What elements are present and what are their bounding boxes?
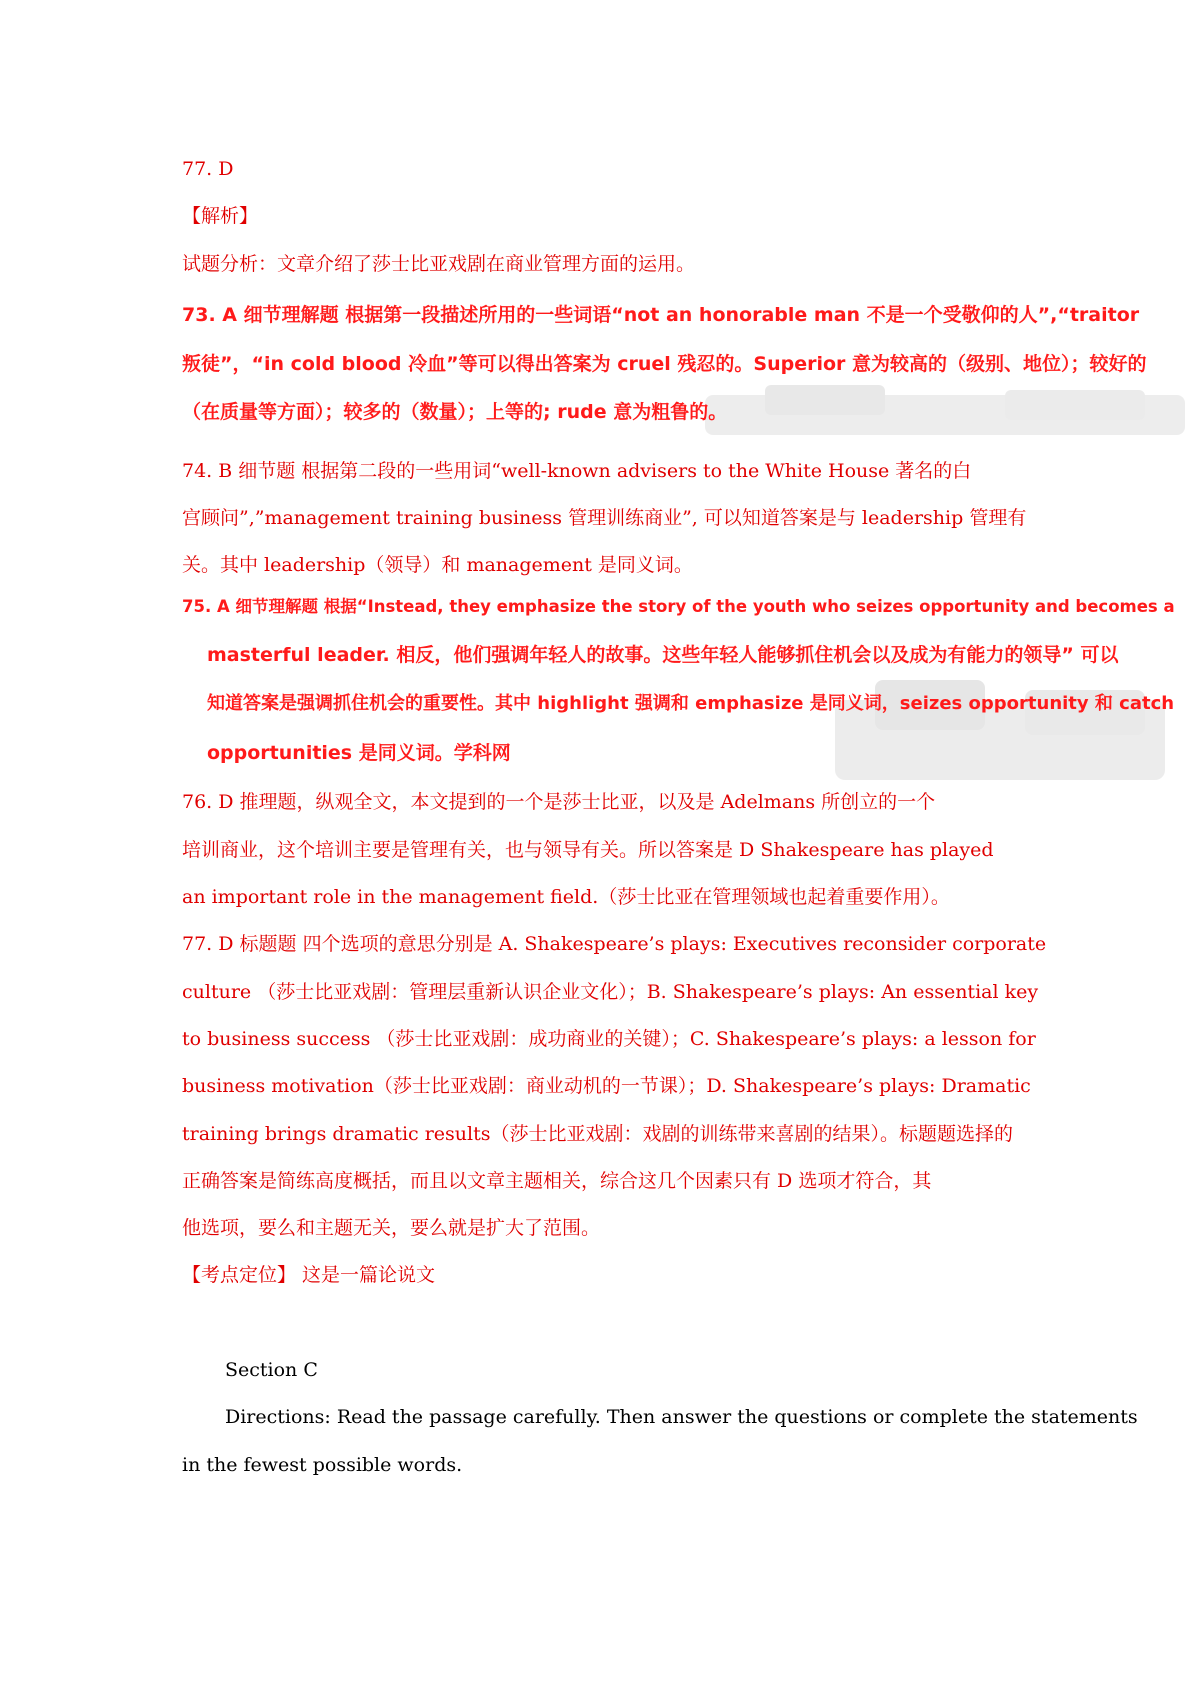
q76-line-2: 培训商业，这个培训主要是管理有关，也与领导有关。所以答案是 D Shakespeare has played xyxy=(182,839,994,861)
q76-line-3: an important role in the management field.（莎士比亚在管理领域也起着重要作用）。 xyxy=(182,886,950,908)
q77-line-4: business motivation（莎士比亚戏剧：商业动机的一节课）；D. Shakespeare’s plays: Dramatic xyxy=(182,1075,1031,1097)
q73-line-3: （在质量等方面）；较多的（数量）；上等的; rude 意为粗鲁的。 xyxy=(182,401,728,423)
section-c-heading: Section C xyxy=(225,1359,318,1381)
watermark-stamp-top xyxy=(705,385,1185,440)
q75-line-2: masterful leader. 相反，他们强调年轻人的故事。这些年轻人能够抓住机会以及成为有能力的领导” 可以 xyxy=(207,644,1119,666)
q74-line-3: 关。其中 leadership（领导）和 management 是同义词。 xyxy=(182,554,693,576)
analysis-heading: 【解析】 xyxy=(182,205,259,227)
analysis-summary: 试题分析：文章介绍了莎士比亚戏剧在商业管理方面的运用。 xyxy=(182,253,696,275)
q77-line-1: 77. D 标题题 四个选项的意思分别是 A. Shakespeare’s plays: Executives reconsider corporate xyxy=(182,933,1047,955)
q75-line-1: 75. A 细节理解题 根据“Instead, they emphasize the story of the youth who seizes opportunity and becomes a xyxy=(182,597,1175,616)
q77-line-7: 他选项，要么和主题无关，要么就是扩大了范围。 xyxy=(182,1217,601,1239)
q75-line-4: opportunities 是同义词。学科网 xyxy=(207,742,511,764)
q75-line-3: 知道答案是强调抓住机会的重要性。其中 highlight 强调和 emphasize 是同义词，seizes opportunity 和 catch xyxy=(207,693,1175,714)
q77-line-5: training brings dramatic results（莎士比亚戏剧：戏剧的训练带来喜剧的结果）。标题题选择的 xyxy=(182,1123,1013,1145)
q77-line-3: to business success （莎士比亚戏剧：成功商业的关键）；C. Shakespeare’s plays: a lesson for xyxy=(182,1028,1036,1050)
q73-line-1: 73. A 细节理解题 根据第一段描述所用的一些词语“not an honorable man 不是一个受敬仰的人”,“traitor xyxy=(182,304,1140,326)
q76-line-1: 76. D 推理题，纵观全文，本文提到的一个是莎士比亚，以及是 Adelmans 所创立的一个 xyxy=(182,791,936,813)
directions-line-1: Directions: Read the passage carefully. Then answer the questions or complete the statements xyxy=(225,1406,1138,1428)
q77-line-6: 正确答案是简练高度概括，而且以文章主题相关，综合这几个因素只有 D 选项才符合，其 xyxy=(182,1170,932,1192)
q73-line-2: 叛徒”，“in cold blood 冷血”等可以得出答案为 cruel 残忍的。Superior 意为较高的（级别、地位）；较好的 xyxy=(182,353,1147,375)
q74-line-2: 宫顾问”,”management training business 管理训练商业”, 可以知道答案是与 leadership 管理有 xyxy=(182,507,1027,529)
q77-line-2: culture （莎士比亚戏剧：管理层重新认识企业文化）；B. Shakespeare’s plays: An essential key xyxy=(182,981,1039,1003)
answer-77-header: 77. D xyxy=(182,158,234,180)
q74-line-1: 74. B 细节题 根据第二段的一些用词“well-known advisers to the White House 著名的白 xyxy=(182,460,972,482)
kaodian-line: 【考点定位】 这是一篇论说文 xyxy=(182,1264,436,1286)
directions-line-2: in the fewest possible words. xyxy=(182,1454,463,1476)
